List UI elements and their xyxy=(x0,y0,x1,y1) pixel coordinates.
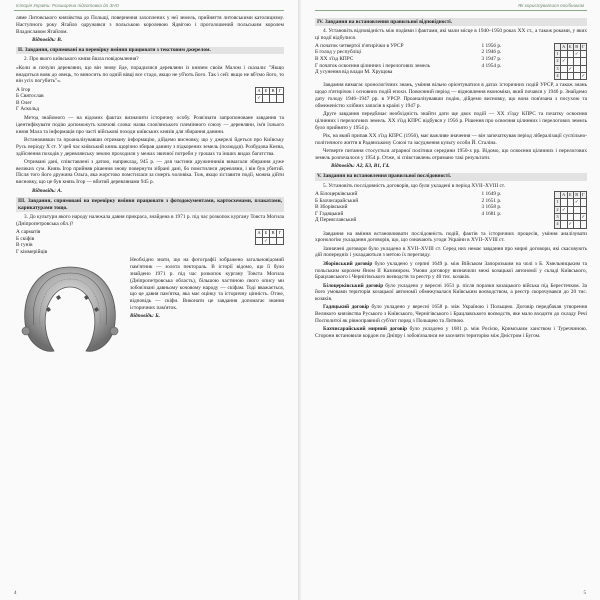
section-4-title: IV. Завдання на встановлення правильної відповідності. xyxy=(315,18,587,26)
grid-cell: Б xyxy=(263,230,270,238)
question-2-explanation-1: Метод знайомого — на відомих фактах визначити історичну особу. Розв'язати запропоноване завдання та ідентифікувати подію допоможуть ключові слова: назва слов'янського племінного союзу — деревляни, ім'я їхнього князя Мала та інформація про часті військові походи київських князів для збирання данини. xyxy=(16,115,284,135)
grid-cell: В xyxy=(270,88,277,96)
question-3-options-row xyxy=(16,229,284,255)
year-item: 4 1954 р. xyxy=(481,62,502,69)
option: А сарматів xyxy=(16,229,41,235)
grid-cell: Г xyxy=(581,192,588,199)
year-item: 2 1651 р. xyxy=(481,197,502,204)
question-3-body xyxy=(16,257,284,320)
running-header-right: Як користуватися посібником xyxy=(518,3,584,8)
question-5-explanation-5 xyxy=(315,304,587,324)
question-4-intro: 4. Установіть відповідність між подіями і фактами, які мали місце в 1940–1950 роках XX ст., а також роками, у яких ці події відбулися. xyxy=(315,27,587,41)
question-5-intro: 5. Установіть послідовність договорів, що були укладені в період XVII–XVIII ст. xyxy=(323,182,506,189)
question-3-answer-grid xyxy=(255,229,284,245)
answer-question-2: Відповідь: А. xyxy=(32,187,63,194)
event-item: А початок четвертої п'ятирічки в УРСР xyxy=(315,42,404,49)
grid-cell: Г xyxy=(277,88,284,96)
grid-cell: 3 xyxy=(555,214,561,221)
question-5-answer-grid xyxy=(554,191,587,228)
treaty-description: було укладено у серпні 1649 р. між Військом Запорозьким на чолі з Б. Хмельницьким та польським королем Яном II Казимиром. Умови договору визначили межі козацької автономії у складі Київського, Брацлавського і Чернігівського воєводств та реєстр у 40 тис. козаків. xyxy=(315,260,587,281)
event-item: В XX з'їзд КПРС xyxy=(315,56,354,63)
question-4-explanation-3: Рік, на який припав XX з'їзд КПРС (1956), має важливе значення — він започаткував період лібералізації суспільно-політичного життя в Радянському Союзі та засудження культу особи Й. Сталіна. xyxy=(315,132,587,146)
question-4-explanation-2: Друге завдання передбачає необхідність знайти дати ще двох подій — XX з'їзду КПРС та початку освоєння цілинних і перелогових земель. XX з'їзд КПРС відбувся у 1956 р. Рішення про освоєння цілинних і перелогових земель було прийнято у 1954 р. xyxy=(315,111,587,131)
left-page xyxy=(0,0,299,600)
question-5-explanation-4 xyxy=(315,283,587,303)
answer-intro: Відповідь: В. xyxy=(32,36,63,43)
grid-cell xyxy=(581,51,588,58)
question-3-options xyxy=(16,229,47,255)
event-item: Д усунення від влади М. Хрущова xyxy=(315,69,393,76)
grid-cell: ✓ xyxy=(256,95,263,103)
grid-cell: ✓ xyxy=(561,58,568,65)
question-5-years xyxy=(482,191,524,228)
question-2-options xyxy=(16,87,44,113)
option: В гунів xyxy=(16,242,33,249)
question-3-intro: 3. До культури якого народу належала давня прикраса, знайдена в 1971 р. під час розкопок кургану Товста Могила (Дніпропетровська обл.)? xyxy=(16,213,284,227)
grid-cell: Б xyxy=(568,192,575,199)
question-5-matching xyxy=(315,191,587,228)
treaty-description: було укладено у вересні 1658 р. між Україною і Польщею. Договір передбачав утворення Великого князівства Руського з Київського, Чернігівського і Брацлавського воєводств, яке мало входити до складу Речі Посполитої як рівноправний суб'єкт поряд з Польщею та Литвою. xyxy=(315,304,588,325)
treaty-description: було укладено у вересні 1651 р. після поразки козацького війська під Берестечком. За його умовами територія козацької автономії обмежувалася Київським воєводством, а реєстр скорочувався до 20 тис. козаків. xyxy=(315,282,587,303)
grid-cell: ✓ xyxy=(581,214,588,221)
question-4-answer-grid xyxy=(554,43,587,80)
grid-cell: 1 xyxy=(555,51,561,58)
question-4-explanation-1: Завдання вимагає хронологічних знань, уміння вільно орієнтуватися в датах історичних подій УРСР, а також знань щодо п'ятирічок і основних подій епохи. Повоєнний період — відновлення економіки, який почався у 1946 р. Знайдемо дату голоду 1946–1947 рр. в УРСР. Проаналізувавши подію, дійдемо висновку, що вона пов'язана з посухою та обмеженістю хлібних запасів в країні у 1947 р. xyxy=(315,82,587,109)
grid-cell: А xyxy=(561,44,568,51)
option: Г кіммерійців xyxy=(16,248,48,255)
question-4-years xyxy=(482,43,524,80)
page-number-left: 4 xyxy=(14,591,17,596)
treaty-name: Зборівський договір xyxy=(323,260,373,267)
grid-cell xyxy=(581,221,588,228)
treaty-name: Бахчисарайський мирний договір xyxy=(323,326,407,333)
header-rule xyxy=(14,10,284,11)
question-3-explanation: Необхідно знати, що на фотографії зображено загальновідомий пам'ятник — золота пектораль. В історії відомо, що її було знайдено 1971 р. під час розкопок кургану Товста Могила (Дніпропетровська область), більшою частиною свого опису ми зобов'язані давньому кочовому народу — скіфам. Тоді вважається, що це давня пам'ятка, яка має оцінку та історичну цінність. Отже, відповідь — скіфи. Виконати це завдання допомагає знання історичних пам'яток. xyxy=(130,257,284,311)
year-item: 2 1946 р. xyxy=(481,49,502,56)
treaty-name: Гадяцький договір xyxy=(323,304,369,311)
intro-text: ляме Литовського князівства до Польщі, повернення захоплених у неї земель, прийняття литовськими католицизму. Наступного року Ягайло одружився з польською королевою Ядвігою і проголошений польським королем Владиславом Ягайлом. xyxy=(16,15,284,35)
year-item: 1 1956 р. xyxy=(481,42,502,49)
right-page-content xyxy=(315,15,587,341)
year-item: 3 1947 р. xyxy=(481,56,502,63)
grid-cell: А xyxy=(256,88,263,96)
year-item: 4 1681 р. xyxy=(481,210,502,217)
question-5-treaties xyxy=(315,191,451,228)
grid-cell xyxy=(263,95,270,103)
option: Б скіфів xyxy=(16,235,35,242)
grid-cell: Г xyxy=(277,230,284,238)
grid-cell: 4 xyxy=(555,73,561,80)
event-item: Г початок освоєння цілинних і перелогових земель xyxy=(315,62,431,69)
grid-cell xyxy=(270,238,277,246)
grid-cell: Г xyxy=(581,44,588,51)
question-4-matching xyxy=(315,43,587,80)
year-item: 1 1649 р. xyxy=(481,191,502,198)
grid-cell: В xyxy=(270,230,277,238)
grid-cell: ✓ xyxy=(568,66,575,73)
running-header-left: Історія України. Розширена підготовка до ЗНО xyxy=(16,3,120,8)
question-2-answer-grid xyxy=(255,87,284,103)
grid-cell: ✓ xyxy=(263,238,270,246)
grid-cell: ✓ xyxy=(568,221,575,228)
grid-cell: А xyxy=(561,192,568,199)
question-5-explanation-1: Завдання на вміння встановлювати послідовність подій, фактів та історичних процесів, уміння аналізувати хронологію укладання договорів, що, що означають угоди України в XVII–XVIII ст. xyxy=(315,230,587,244)
grid-cell: 2 xyxy=(555,207,561,214)
option: Б Святослав xyxy=(16,93,44,100)
treaty-item: Д Переяславський xyxy=(315,217,357,224)
left-page-content xyxy=(16,15,284,361)
grid-cell: В xyxy=(574,44,581,51)
treaty-name: Білоцерківський договір xyxy=(323,282,384,289)
grid-cell: ✓ xyxy=(581,73,588,80)
treaty-item: Г Гадяцький xyxy=(315,210,344,217)
option: А Ігор xyxy=(16,86,31,93)
treaty-description: було укладено у 1681 р. між Росією, Кримським ханством і Туреччиною. Сторони встановили кордон по Дніпру і зобов'язалися не заселяти територію між Дністром і Бугом. xyxy=(315,326,587,340)
page-number-right: 5 xyxy=(583,591,586,596)
grid-cell xyxy=(581,58,588,65)
question-5-explanation-6 xyxy=(315,326,587,340)
grid-cell xyxy=(581,66,588,73)
grid-cell: А xyxy=(256,230,263,238)
section-5-title: V. Завдання на встановлення правильної послідовності. xyxy=(315,173,587,181)
grid-cell: ✓ xyxy=(574,51,581,58)
grid-cell xyxy=(270,95,277,103)
section-2-title: ІІ. Завдання, спрямовані на перевірку вміння працювати з текстовим джерелом. xyxy=(16,47,284,55)
grid-cell: ✓ xyxy=(561,207,568,214)
question-5-explanation-2: Зазначені договори було укладено в XVII–XVIII ст. Серед них немає завдання про мирні договори, які скасовують дій попередніх і укладаються з метою їх перегляду. xyxy=(315,245,587,259)
grid-cell: В xyxy=(574,192,581,199)
grid-cell: 1 xyxy=(555,199,561,206)
question-2-intro: 2. Про якого київського князя йшла повідомлення? xyxy=(24,56,139,63)
grid-cell: Б xyxy=(568,44,575,51)
section-3-title: ІІІ. Завдання, спрямовані на перевірку вміння працювати з фотодокументами, картосхемами, плакатами, карикатурами тощо. xyxy=(18,197,282,211)
question-5-explanation-3 xyxy=(315,261,587,281)
grid-cell: 4 xyxy=(555,221,561,228)
question-2-options-row xyxy=(16,87,284,113)
grid-cell: 3 xyxy=(555,66,561,73)
question-2-explanation-3: Отримані дані, співставлені з датою, наприклад, 945 р. — для частини дружинників вимагали збирання дуже великих сум. Князь Ігор прийняв рішення знову повернути зібрані дані, бо помстилися деревляни, і він був убитий. Після того його дружина Ольга, яка жорстоко помстилася за смерть чоловіка. Тож, якщо зіставити події, можна дійти висновку, що це був князь Ігор — вбитий деревлянами 945 р. xyxy=(16,158,284,186)
grid-cell: Б xyxy=(263,88,270,96)
answer-question-4: Відповідь: А2, Б3, В1, Г4. xyxy=(331,163,390,170)
treaty-item: А Білоцерківський xyxy=(315,191,358,198)
question-4-events xyxy=(315,43,451,80)
answer-question-3: Відповідь: Б. xyxy=(130,313,160,320)
right-page xyxy=(301,0,600,600)
grid-cell: 2 xyxy=(555,58,561,65)
grid-cell xyxy=(277,238,284,246)
treaty-item: В Зборівський xyxy=(315,204,348,211)
option: Г Аскольд xyxy=(16,106,40,113)
question-4-explanation-4: Четверте питання стосується аграрної політики середини 1950-х рр. Відомо, що освоєння цілинних і перелогових земель розпочалося у 1954 р. Отже, зі співставлень отримано такі результати. xyxy=(315,148,587,161)
grid-cell xyxy=(256,238,263,246)
event-item: Б голод у республіці xyxy=(315,49,361,56)
year-item: 3 1658 р. xyxy=(481,204,502,211)
option: В Олег xyxy=(16,99,32,106)
pectoral-artifact-image xyxy=(16,259,124,359)
treaty-item: Б Бахчисарайський xyxy=(315,197,359,204)
grid-cell xyxy=(581,199,588,206)
header-rule xyxy=(315,10,587,11)
grid-cell xyxy=(581,207,588,214)
grid-cell xyxy=(277,95,284,103)
question-2-source-text: «Коли ж почули деревляни, що він знову йде, порадилися деревляни із князем своїм Малом і сказали: "Якщо внадиться вовк до овець, то виносить по одній вівці все стадо, якщо не уб'ють його. Так і сей: якщо не вб'ємо його, то він усіх погубить"». xyxy=(16,64,284,85)
grid-cell: ✓ xyxy=(574,199,581,206)
question-2-explanation-2: Встановивши та проаналізувавши отриману інформацію, дійдемо висновку, що у джерелі йдеться про Київську Русь періоду X ст. У цей час київський князь щорічно збирав данину з підкорених земель (полюддя). Розбудова Києва, здійснення походів у деревлянську землю проходили у межах звичної потреби у грошах та інших видах багатства. xyxy=(16,136,284,157)
